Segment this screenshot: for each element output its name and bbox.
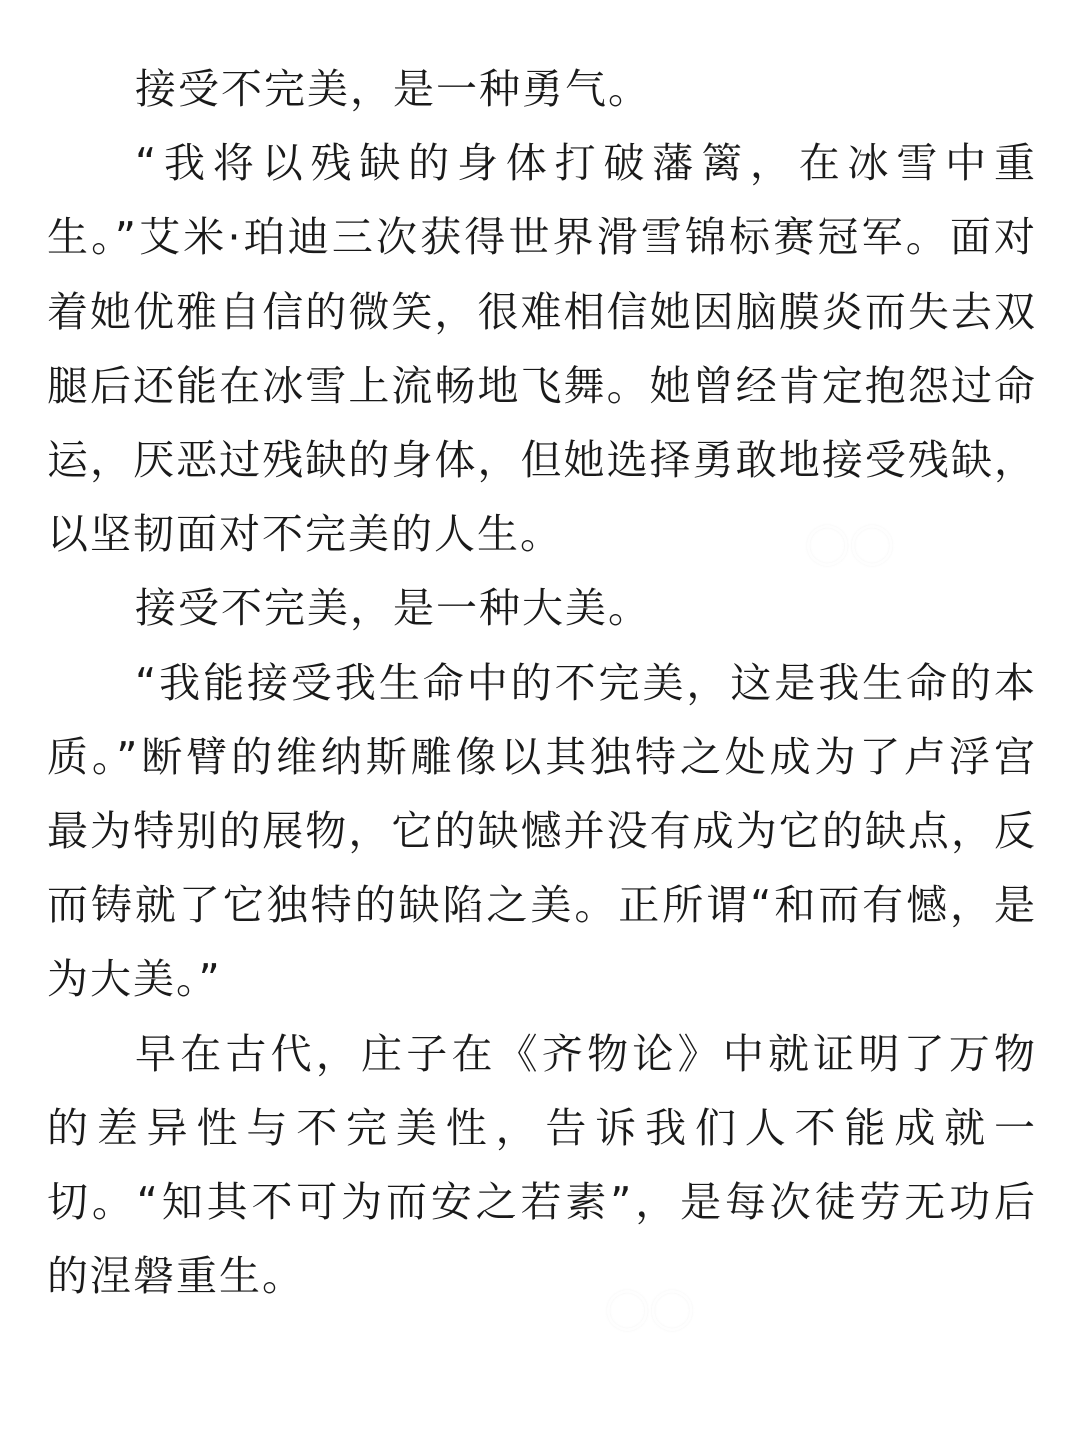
paragraph-4: “我能接受我生命中的不完美，这是我生命的本质。”断臂的维纳斯雕像以其独特之处成为了卢浮宫最为特别的展物，它的缺憾并没有成为它的缺点，反而铸就了它独特的缺陷之美。正所谓“和而有憾，是为大美。” [47, 658, 1037, 1004]
watermark-logo: ◯◯ [805, 520, 895, 566]
paragraph-3: 接受不完美，是一种大美。 [135, 584, 651, 633]
paragraph-2: “我将以残缺的身体打破藩篱，在冰雪中重生。”艾米·珀迪三次获得世界滑雪锦标赛冠军。面对着她优雅自信的微笑，很难相信她因脑膜炎而失去双腿后还能在冰雪上流畅地飞舞。她曾经肯定抱怨过命运，厌恶过残缺的身体，但她选择勇敢地接受残缺，以坚韧面对不完美的人生。 [47, 139, 1037, 559]
paragraph-1: 接受不完美，是一种勇气。 [135, 65, 651, 113]
article-body [47, 52, 1037, 1313]
watermark-logo: ◯◯ [605, 1285, 695, 1331]
paragraph-5: 早在古代，庄子在《齐物论》中就证明了万物的差异性与不完美性，告诉我们人不能成就一切。“知其不可为而安之若素”，是每次徒劳无功后的涅磐重生。 [47, 1029, 1037, 1301]
